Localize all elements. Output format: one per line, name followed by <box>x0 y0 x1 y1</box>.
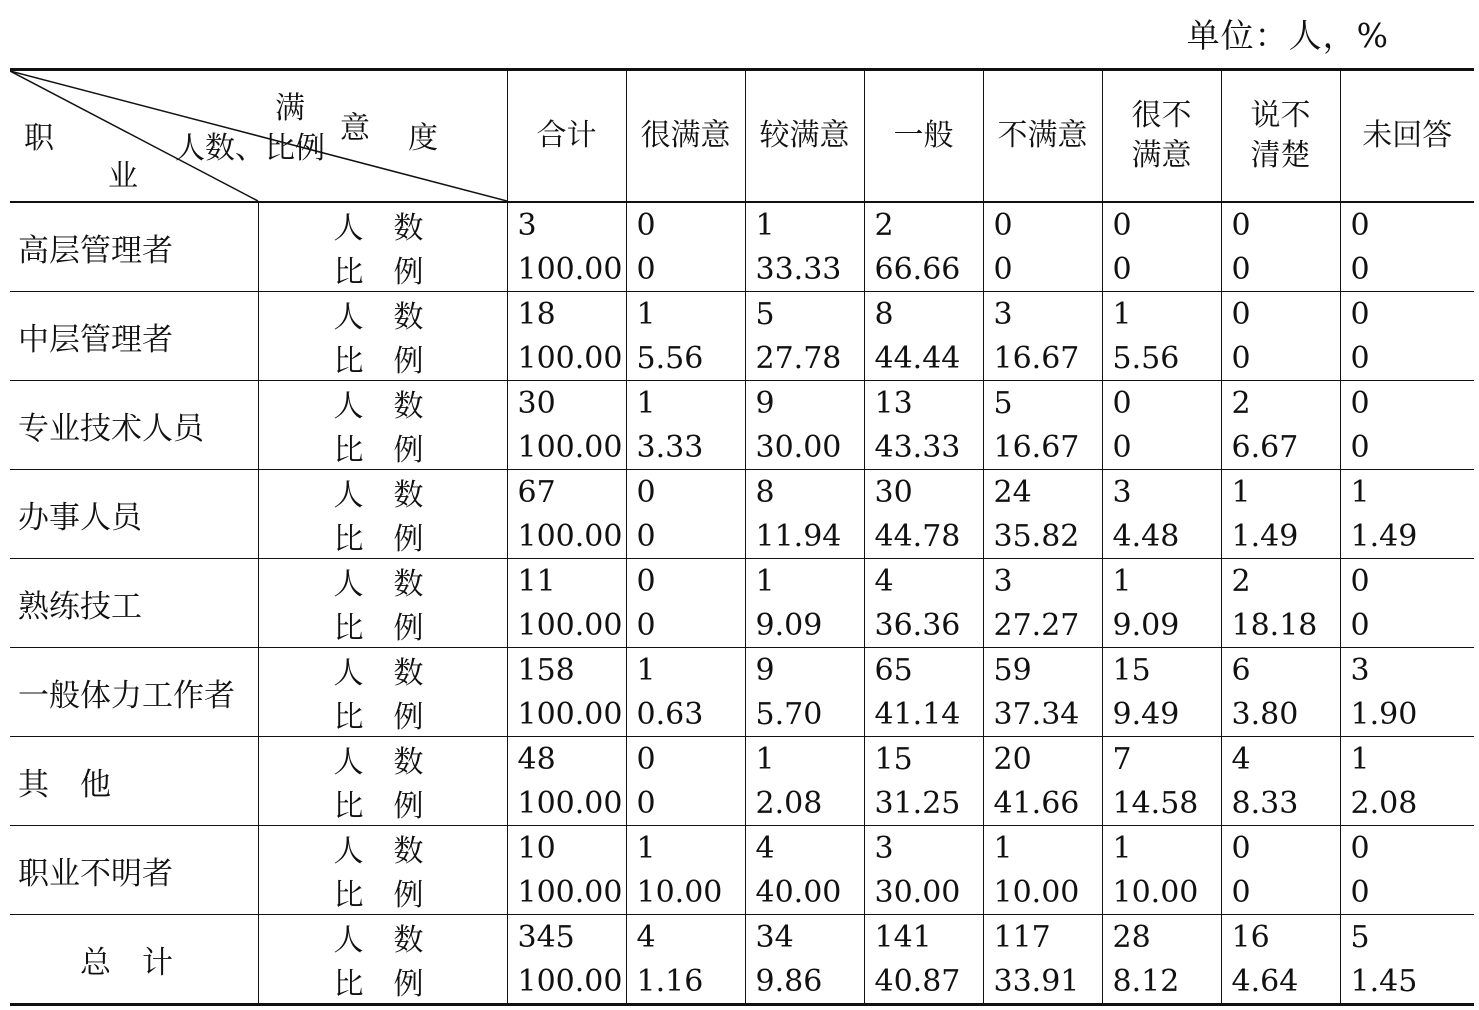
ratio-cell: 100.00 <box>507 247 626 292</box>
occupation-cell: 专业技术人员 <box>10 381 258 470</box>
count-cell: 18 <box>507 292 626 337</box>
count-cell: 5 <box>1340 915 1474 960</box>
count-cell: 158 <box>507 648 626 693</box>
count-cell: 1 <box>745 737 864 782</box>
ratio-cell: 3.33 <box>626 425 745 470</box>
ratio-cell: 10.00 <box>626 870 745 915</box>
occupation-cell: 职业不明者 <box>10 826 258 915</box>
count-cell: 24 <box>983 470 1102 515</box>
col-header-neutral: 一般 <box>864 70 983 203</box>
ratio-cell: 11.94 <box>745 514 864 559</box>
ratio-cell: 4.48 <box>1102 514 1221 559</box>
corner-label-satisfaction-1: 满 <box>275 91 305 126</box>
count-cell: 0 <box>1221 292 1340 337</box>
table-row-count <box>10 737 1474 782</box>
count-cell: 117 <box>983 915 1102 960</box>
count-cell: 1 <box>1102 826 1221 871</box>
count-cell: 16 <box>1221 915 1340 960</box>
ratio-cell: 0 <box>1340 870 1474 915</box>
corner-label-occupation-2: 业 <box>108 159 138 194</box>
count-cell: 2 <box>1221 559 1340 604</box>
metric-label-count: 人 数 <box>258 826 507 871</box>
count-cell: 0 <box>1340 381 1474 426</box>
metric-label-count: 人 数 <box>258 292 507 337</box>
count-cell: 7 <box>1102 737 1221 782</box>
metric-label-count: 人 数 <box>258 381 507 426</box>
ratio-cell: 10.00 <box>983 870 1102 915</box>
count-cell: 30 <box>864 470 983 515</box>
occupation-cell: 中层管理者 <box>10 292 258 381</box>
table-row-count <box>10 202 1474 247</box>
ratio-cell: 2.08 <box>1340 781 1474 826</box>
count-cell: 0 <box>1221 202 1340 247</box>
count-cell: 1 <box>626 826 745 871</box>
ratio-cell: 5.56 <box>626 336 745 381</box>
ratio-cell: 0.63 <box>626 692 745 737</box>
ratio-cell: 33.33 <box>745 247 864 292</box>
count-cell: 0 <box>1102 381 1221 426</box>
ratio-cell: 66.66 <box>864 247 983 292</box>
count-cell: 67 <box>507 470 626 515</box>
count-cell: 1 <box>626 648 745 693</box>
occupation-cell: 办事人员 <box>10 470 258 559</box>
count-cell: 11 <box>507 559 626 604</box>
occupation-cell: 其 他 <box>10 737 258 826</box>
count-cell: 4 <box>1221 737 1340 782</box>
count-cell: 10 <box>507 826 626 871</box>
ratio-cell: 8.33 <box>1221 781 1340 826</box>
count-cell: 59 <box>983 648 1102 693</box>
ratio-cell: 27.27 <box>983 603 1102 648</box>
ratio-cell: 100.00 <box>507 603 626 648</box>
metric-label-ratio: 比 例 <box>258 425 507 470</box>
ratio-cell: 100.00 <box>507 425 626 470</box>
count-cell: 0 <box>1221 826 1340 871</box>
count-cell: 0 <box>626 470 745 515</box>
count-cell: 3 <box>983 559 1102 604</box>
ratio-cell: 5.70 <box>745 692 864 737</box>
count-cell: 8 <box>864 292 983 337</box>
ratio-cell: 2.08 <box>745 781 864 826</box>
metric-label-count: 人 数 <box>258 559 507 604</box>
unit-note: 单位：人，% <box>1186 16 1389 55</box>
metric-label-count: 人 数 <box>258 915 507 960</box>
ratio-cell: 30.00 <box>745 425 864 470</box>
ratio-cell: 1.16 <box>626 959 745 1005</box>
count-cell: 1 <box>626 381 745 426</box>
table-row-count <box>10 470 1474 515</box>
ratio-cell: 30.00 <box>864 870 983 915</box>
ratio-cell: 100.00 <box>507 870 626 915</box>
ratio-cell: 8.12 <box>1102 959 1221 1005</box>
count-cell: 0 <box>1340 559 1474 604</box>
count-cell: 0 <box>983 202 1102 247</box>
corner-label-satisfaction-3: 度 <box>408 121 438 156</box>
ratio-cell: 0 <box>1340 603 1474 648</box>
ratio-cell: 0 <box>1221 247 1340 292</box>
corner-label-count-ratio: 人数、比例 <box>175 131 325 166</box>
occupation-cell: 一般体力工作者 <box>10 648 258 737</box>
ratio-cell: 31.25 <box>864 781 983 826</box>
metric-label-count: 人 数 <box>258 737 507 782</box>
count-cell: 0 <box>626 202 745 247</box>
ratio-cell: 9.86 <box>745 959 864 1005</box>
ratio-cell: 0 <box>1340 336 1474 381</box>
satisfaction-table-frame <box>10 68 1474 1002</box>
metric-label-count: 人 数 <box>258 202 507 247</box>
count-cell: 1 <box>1221 470 1340 515</box>
count-cell: 34 <box>745 915 864 960</box>
count-cell: 1 <box>626 292 745 337</box>
count-cell: 5 <box>983 381 1102 426</box>
ratio-cell: 1.45 <box>1340 959 1474 1005</box>
count-cell: 20 <box>983 737 1102 782</box>
metric-label-ratio: 比 例 <box>258 959 507 1005</box>
ratio-cell: 40.00 <box>745 870 864 915</box>
ratio-cell: 33.91 <box>983 959 1102 1005</box>
ratio-cell: 9.09 <box>745 603 864 648</box>
count-cell: 3 <box>1340 648 1474 693</box>
occupation-cell: 高层管理者 <box>10 202 258 292</box>
ratio-cell: 41.14 <box>864 692 983 737</box>
count-cell: 1 <box>1340 470 1474 515</box>
count-cell: 13 <box>864 381 983 426</box>
table-row-count <box>10 292 1474 337</box>
header-row <box>10 70 1474 203</box>
metric-label-count: 人 数 <box>258 648 507 693</box>
count-cell: 0 <box>626 559 745 604</box>
count-cell: 2 <box>1221 381 1340 426</box>
occupation-cell: 总 计 <box>10 915 258 1005</box>
ratio-cell: 0 <box>1221 336 1340 381</box>
metric-label-ratio: 比 例 <box>258 603 507 648</box>
col-header-very-satisfied: 很满意 <box>626 70 745 203</box>
col-header-unclear: 说不清楚 <box>1221 70 1340 203</box>
occupation-cell: 熟练技工 <box>10 559 258 648</box>
ratio-cell: 16.67 <box>983 336 1102 381</box>
count-cell: 3 <box>983 292 1102 337</box>
ratio-cell: 5.56 <box>1102 336 1221 381</box>
count-cell: 1 <box>1102 559 1221 604</box>
metric-label-ratio: 比 例 <box>258 514 507 559</box>
corner-cell <box>10 70 507 203</box>
ratio-cell: 0 <box>1102 425 1221 470</box>
count-cell: 3 <box>507 202 626 247</box>
col-header-total: 合计 <box>507 70 626 203</box>
ratio-cell: 0 <box>1221 870 1340 915</box>
count-cell: 345 <box>507 915 626 960</box>
ratio-cell: 9.49 <box>1102 692 1221 737</box>
ratio-cell: 1.49 <box>1221 514 1340 559</box>
ratio-cell: 1.90 <box>1340 692 1474 737</box>
count-cell: 1 <box>1102 292 1221 337</box>
ratio-cell: 3.80 <box>1221 692 1340 737</box>
ratio-cell: 10.00 <box>1102 870 1221 915</box>
ratio-cell: 0 <box>626 603 745 648</box>
ratio-cell: 40.87 <box>864 959 983 1005</box>
count-cell: 6 <box>1221 648 1340 693</box>
count-cell: 0 <box>1340 292 1474 337</box>
count-cell: 4 <box>745 826 864 871</box>
ratio-cell: 100.00 <box>507 959 626 1005</box>
count-cell: 0 <box>1102 202 1221 247</box>
ratio-cell: 1.49 <box>1340 514 1474 559</box>
count-cell: 9 <box>745 648 864 693</box>
count-cell: 28 <box>1102 915 1221 960</box>
ratio-cell: 0 <box>1102 247 1221 292</box>
ratio-cell: 9.09 <box>1102 603 1221 648</box>
ratio-cell: 100.00 <box>507 514 626 559</box>
count-cell: 48 <box>507 737 626 782</box>
ratio-cell: 44.78 <box>864 514 983 559</box>
table-row-count <box>10 826 1474 871</box>
ratio-cell: 18.18 <box>1221 603 1340 648</box>
count-cell: 1 <box>983 826 1102 871</box>
count-cell: 65 <box>864 648 983 693</box>
count-cell: 1 <box>1340 737 1474 782</box>
count-cell: 1 <box>745 202 864 247</box>
ratio-cell: 6.67 <box>1221 425 1340 470</box>
col-header-dissatisfied: 不满意 <box>983 70 1102 203</box>
count-cell: 2 <box>864 202 983 247</box>
ratio-cell: 36.36 <box>864 603 983 648</box>
count-cell: 5 <box>745 292 864 337</box>
ratio-cell: 0 <box>983 247 1102 292</box>
col-header-no-answer: 未回答 <box>1340 70 1474 203</box>
ratio-cell: 37.34 <box>983 692 1102 737</box>
count-cell: 30 <box>507 381 626 426</box>
corner-label-occupation-1: 职 <box>24 121 54 156</box>
col-header-satisfied: 较满意 <box>745 70 864 203</box>
count-cell: 15 <box>864 737 983 782</box>
count-cell: 9 <box>745 381 864 426</box>
ratio-cell: 100.00 <box>507 692 626 737</box>
ratio-cell: 43.33 <box>864 425 983 470</box>
ratio-cell: 27.78 <box>745 336 864 381</box>
ratio-cell: 0 <box>626 514 745 559</box>
ratio-cell: 0 <box>626 781 745 826</box>
ratio-cell: 4.64 <box>1221 959 1340 1005</box>
count-cell: 8 <box>745 470 864 515</box>
table-row-count <box>10 648 1474 693</box>
count-cell: 4 <box>626 915 745 960</box>
table-row-count <box>10 915 1474 960</box>
count-cell: 0 <box>1340 826 1474 871</box>
metric-label-count: 人 数 <box>258 470 507 515</box>
ratio-cell: 35.82 <box>983 514 1102 559</box>
table-row-count <box>10 381 1474 426</box>
ratio-cell: 0 <box>626 247 745 292</box>
col-header-very-dissatisfied: 很不满意 <box>1102 70 1221 203</box>
corner-label-satisfaction-2: 意 <box>340 111 370 146</box>
ratio-cell: 100.00 <box>507 781 626 826</box>
count-cell: 3 <box>864 826 983 871</box>
count-cell: 4 <box>864 559 983 604</box>
count-cell: 3 <box>1102 470 1221 515</box>
ratio-cell: 41.66 <box>983 781 1102 826</box>
metric-label-ratio: 比 例 <box>258 692 507 737</box>
ratio-cell: 0 <box>1340 425 1474 470</box>
metric-label-ratio: 比 例 <box>258 247 507 292</box>
count-cell: 0 <box>626 737 745 782</box>
satisfaction-table <box>10 68 1474 1006</box>
metric-label-ratio: 比 例 <box>258 781 507 826</box>
count-cell: 15 <box>1102 648 1221 693</box>
table-row-count <box>10 559 1474 604</box>
ratio-cell: 0 <box>1340 247 1474 292</box>
count-cell: 0 <box>1340 202 1474 247</box>
count-cell: 141 <box>864 915 983 960</box>
ratio-cell: 100.00 <box>507 336 626 381</box>
ratio-cell: 16.67 <box>983 425 1102 470</box>
ratio-cell: 44.44 <box>864 336 983 381</box>
metric-label-ratio: 比 例 <box>258 870 507 915</box>
metric-label-ratio: 比 例 <box>258 336 507 381</box>
count-cell: 1 <box>745 559 864 604</box>
ratio-cell: 14.58 <box>1102 781 1221 826</box>
